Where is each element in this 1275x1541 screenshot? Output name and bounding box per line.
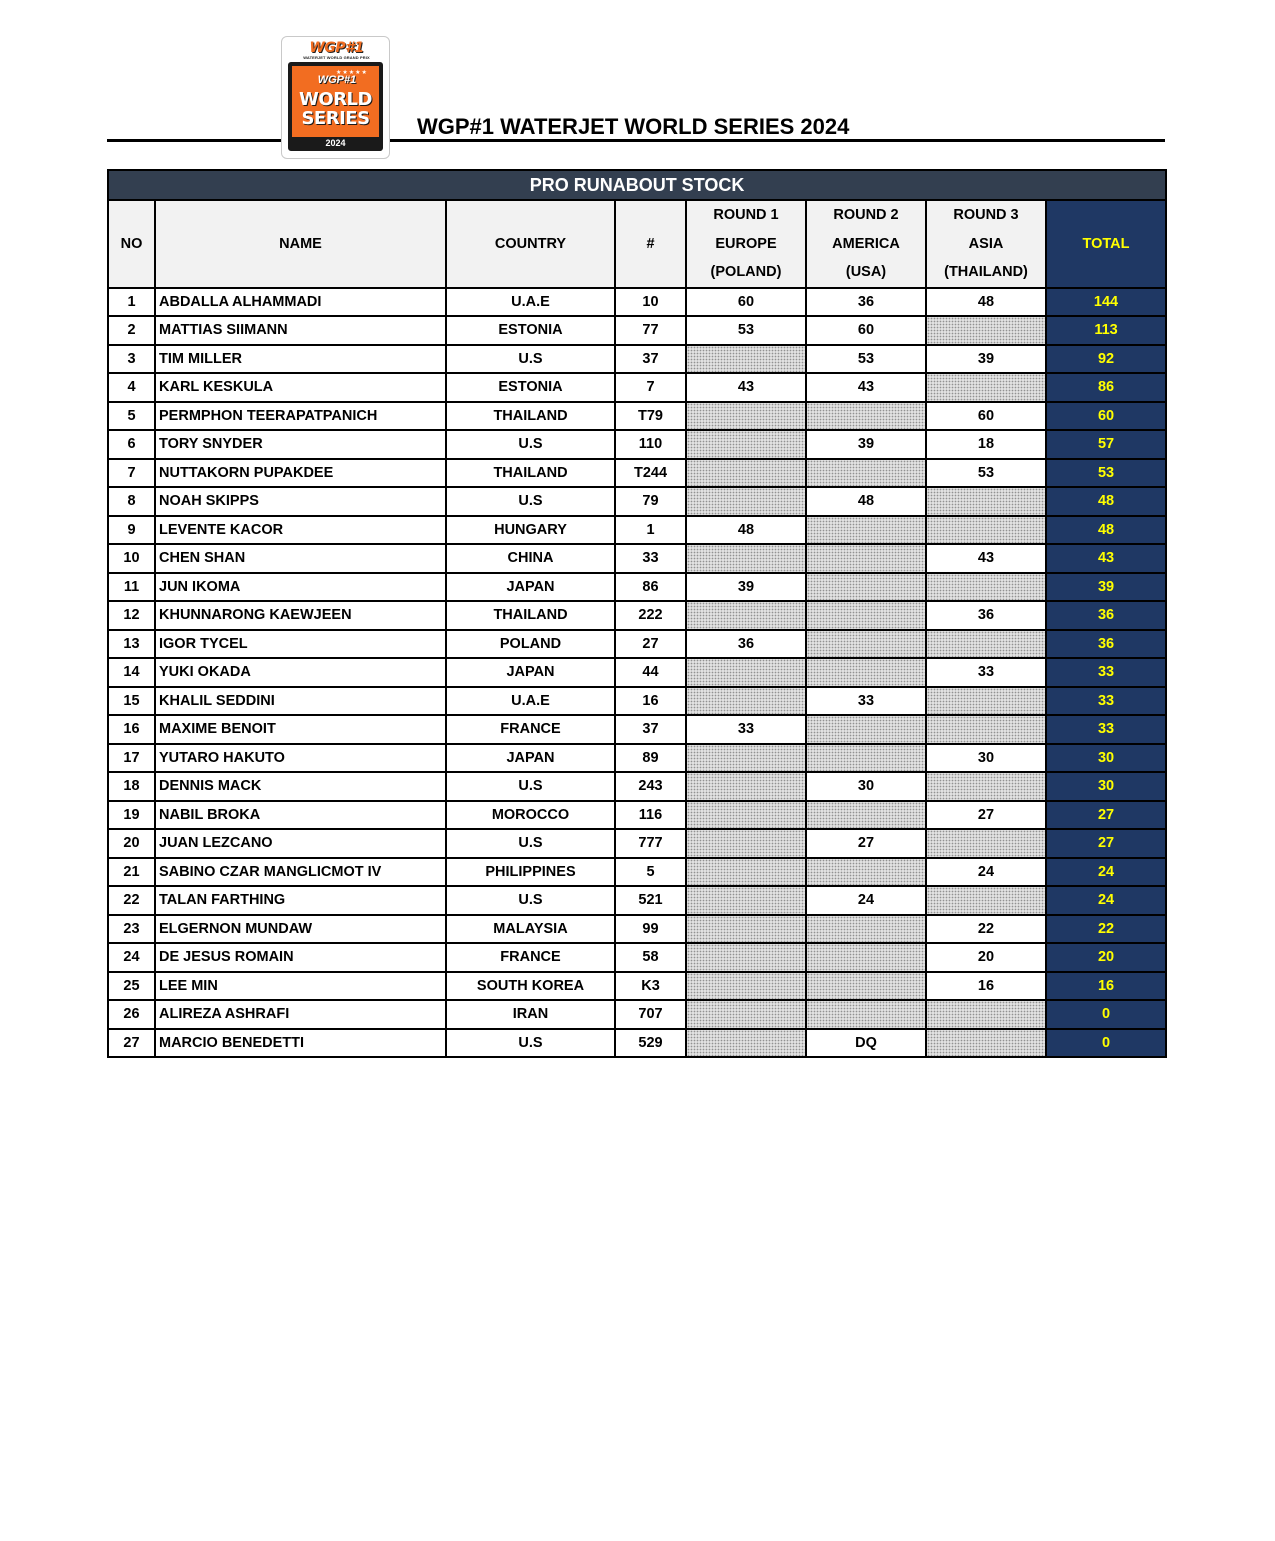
cell-round3: 43 bbox=[926, 544, 1046, 573]
cell-total: 48 bbox=[1046, 516, 1166, 545]
cell-number: 529 bbox=[615, 1029, 686, 1058]
cell-round1 bbox=[686, 402, 806, 431]
cell-total: 48 bbox=[1046, 487, 1166, 516]
cell-name: YUKI OKADA bbox=[155, 658, 446, 687]
cell-round2: 33 bbox=[806, 687, 926, 716]
cell-name: NUTTAKORN PUPAKDEE bbox=[155, 459, 446, 488]
cell-total: 33 bbox=[1046, 658, 1166, 687]
cell-name: LEE MIN bbox=[155, 972, 446, 1001]
cell-round1 bbox=[686, 772, 806, 801]
cell-country: POLAND bbox=[446, 630, 615, 659]
cell-round3 bbox=[926, 1029, 1046, 1058]
cell-total: 33 bbox=[1046, 687, 1166, 716]
table-row bbox=[108, 858, 1166, 887]
cell-total: 30 bbox=[1046, 744, 1166, 773]
cell-country: CHINA bbox=[446, 544, 615, 573]
cell-no: 12 bbox=[108, 601, 155, 630]
cell-round2 bbox=[806, 943, 926, 972]
cell-round3 bbox=[926, 829, 1046, 858]
cell-round3 bbox=[926, 316, 1046, 345]
cell-name: DE JESUS ROMAIN bbox=[155, 943, 446, 972]
cell-round3: 27 bbox=[926, 801, 1046, 830]
cell-round3: 36 bbox=[926, 601, 1046, 630]
cell-round1: 43 bbox=[686, 373, 806, 402]
table-row bbox=[108, 430, 1166, 459]
cell-number: 37 bbox=[615, 345, 686, 374]
cell-round1 bbox=[686, 829, 806, 858]
cell-total: 36 bbox=[1046, 601, 1166, 630]
cell-number: 116 bbox=[615, 801, 686, 830]
cell-no: 9 bbox=[108, 516, 155, 545]
cell-country: U.S bbox=[446, 829, 615, 858]
cell-total: 0 bbox=[1046, 1000, 1166, 1029]
cell-no: 1 bbox=[108, 288, 155, 317]
cell-round2 bbox=[806, 658, 926, 687]
cell-round1 bbox=[686, 1029, 806, 1058]
cell-round1 bbox=[686, 430, 806, 459]
cell-name: KARL KESKULA bbox=[155, 373, 446, 402]
cell-round3: 30 bbox=[926, 744, 1046, 773]
cell-total: 0 bbox=[1046, 1029, 1166, 1058]
cell-country: MOROCCO bbox=[446, 801, 615, 830]
cell-round2: DQ bbox=[806, 1029, 926, 1058]
logo-line-1: WORLD bbox=[299, 89, 372, 110]
cell-round2 bbox=[806, 801, 926, 830]
cell-name: JUAN LEZCANO bbox=[155, 829, 446, 858]
cell-round2 bbox=[806, 1000, 926, 1029]
cell-no: 25 bbox=[108, 972, 155, 1001]
cell-country: JAPAN bbox=[446, 573, 615, 602]
logo-badge-brand: WGP#1 bbox=[317, 74, 357, 86]
cell-number: 110 bbox=[615, 430, 686, 459]
cell-number: 1 bbox=[615, 516, 686, 545]
round2-label: ROUND 2 bbox=[833, 207, 899, 223]
cell-round2: 30 bbox=[806, 772, 926, 801]
table-row bbox=[108, 886, 1166, 915]
cell-no: 6 bbox=[108, 430, 155, 459]
cell-name: LEVENTE KACOR bbox=[155, 516, 446, 545]
cell-round3: 18 bbox=[926, 430, 1046, 459]
logo-badge bbox=[288, 62, 383, 151]
cell-total: 113 bbox=[1046, 316, 1166, 345]
cell-total: 20 bbox=[1046, 943, 1166, 972]
table-row bbox=[108, 715, 1166, 744]
cell-round1 bbox=[686, 744, 806, 773]
cell-round3 bbox=[926, 373, 1046, 402]
cell-number: 89 bbox=[615, 744, 686, 773]
cell-name: SABINO CZAR MANGLICMOT IV bbox=[155, 858, 446, 887]
table-row bbox=[108, 801, 1166, 830]
cell-name: MATTIAS SIIMANN bbox=[155, 316, 446, 345]
cell-round1 bbox=[686, 544, 806, 573]
cell-round3: 39 bbox=[926, 345, 1046, 374]
cell-round2: 36 bbox=[806, 288, 926, 317]
cell-country: SOUTH KOREA bbox=[446, 972, 615, 1001]
cell-number: T79 bbox=[615, 402, 686, 431]
cell-round3 bbox=[926, 715, 1046, 744]
table-row bbox=[108, 687, 1166, 716]
cell-no: 23 bbox=[108, 915, 155, 944]
round1-label: ROUND 1 bbox=[713, 207, 779, 223]
cell-country: U.S bbox=[446, 772, 615, 801]
round3-label: ROUND 3 bbox=[953, 207, 1019, 223]
cell-name: TALAN FARTHING bbox=[155, 886, 446, 915]
logo-stars-icon: ★★★★★ bbox=[336, 70, 368, 76]
cell-name: YUTARO HAKUTO bbox=[155, 744, 446, 773]
table-row bbox=[108, 829, 1166, 858]
cell-total: 57 bbox=[1046, 430, 1166, 459]
cell-total: 33 bbox=[1046, 715, 1166, 744]
cell-name: JUN IKOMA bbox=[155, 573, 446, 602]
cell-number: 222 bbox=[615, 601, 686, 630]
cell-round3: 53 bbox=[926, 459, 1046, 488]
cell-total: 60 bbox=[1046, 402, 1166, 431]
col-header-round2 bbox=[806, 200, 926, 288]
col-header-no: NO bbox=[108, 200, 155, 288]
cell-round3 bbox=[926, 630, 1046, 659]
cell-number: 37 bbox=[615, 715, 686, 744]
cell-country: FRANCE bbox=[446, 715, 615, 744]
table-row bbox=[108, 459, 1166, 488]
table-row bbox=[108, 658, 1166, 687]
cell-round2: 48 bbox=[806, 487, 926, 516]
cell-round2 bbox=[806, 715, 926, 744]
cell-no: 3 bbox=[108, 345, 155, 374]
table-row bbox=[108, 544, 1166, 573]
cell-no: 27 bbox=[108, 1029, 155, 1058]
round3-country: (THAILAND) bbox=[944, 264, 1028, 280]
col-header-round1 bbox=[686, 200, 806, 288]
cell-round1 bbox=[686, 1000, 806, 1029]
cell-no: 19 bbox=[108, 801, 155, 830]
cell-number: 44 bbox=[615, 658, 686, 687]
cell-round1 bbox=[686, 345, 806, 374]
cell-number: 99 bbox=[615, 915, 686, 944]
cell-total: 86 bbox=[1046, 373, 1166, 402]
cell-no: 21 bbox=[108, 858, 155, 887]
cell-round1 bbox=[686, 459, 806, 488]
cell-round1 bbox=[686, 943, 806, 972]
cell-no: 8 bbox=[108, 487, 155, 516]
round3-region: ASIA bbox=[968, 235, 1004, 252]
cell-total: 43 bbox=[1046, 544, 1166, 573]
cell-total: 16 bbox=[1046, 972, 1166, 1001]
cell-name: TORY SNYDER bbox=[155, 430, 446, 459]
cell-name: ALIREZA ASHRAFI bbox=[155, 1000, 446, 1029]
cell-country: IRAN bbox=[446, 1000, 615, 1029]
cell-number: 58 bbox=[615, 943, 686, 972]
round2-region: AMERICA bbox=[832, 235, 900, 252]
col-header-name: NAME bbox=[155, 200, 446, 288]
cell-round1: 39 bbox=[686, 573, 806, 602]
cell-round3 bbox=[926, 487, 1046, 516]
table-row bbox=[108, 288, 1166, 317]
cell-no: 5 bbox=[108, 402, 155, 431]
logo-badge-inner bbox=[292, 66, 379, 137]
cell-no: 18 bbox=[108, 772, 155, 801]
cell-country: HUNGARY bbox=[446, 516, 615, 545]
cell-round2 bbox=[806, 459, 926, 488]
results-body bbox=[108, 288, 1166, 1058]
cell-round1: 33 bbox=[686, 715, 806, 744]
cell-country: THAILAND bbox=[446, 601, 615, 630]
cell-country: FRANCE bbox=[446, 943, 615, 972]
cell-country: U.S bbox=[446, 1029, 615, 1058]
cell-total: 30 bbox=[1046, 772, 1166, 801]
cell-number: 16 bbox=[615, 687, 686, 716]
cell-round3 bbox=[926, 687, 1046, 716]
cell-round2 bbox=[806, 915, 926, 944]
cell-no: 26 bbox=[108, 1000, 155, 1029]
table-row bbox=[108, 601, 1166, 630]
cell-round3: 48 bbox=[926, 288, 1046, 317]
table-row bbox=[108, 402, 1166, 431]
cell-name: ELGERNON MUNDAW bbox=[155, 915, 446, 944]
cell-name: DENNIS MACK bbox=[155, 772, 446, 801]
logo-wordmark bbox=[292, 90, 379, 128]
cell-name: TIM MILLER bbox=[155, 345, 446, 374]
cell-round2 bbox=[806, 630, 926, 659]
table-row bbox=[108, 573, 1166, 602]
cell-country: MALAYSIA bbox=[446, 915, 615, 944]
cell-total: 24 bbox=[1046, 858, 1166, 887]
cell-number: 27 bbox=[615, 630, 686, 659]
col-header-total: TOTAL bbox=[1046, 200, 1166, 288]
cell-no: 4 bbox=[108, 373, 155, 402]
cell-round3 bbox=[926, 1000, 1046, 1029]
cell-no: 11 bbox=[108, 573, 155, 602]
cell-country: U.A.E bbox=[446, 288, 615, 317]
cell-no: 14 bbox=[108, 658, 155, 687]
cell-no: 13 bbox=[108, 630, 155, 659]
cell-total: 39 bbox=[1046, 573, 1166, 602]
cell-no: 15 bbox=[108, 687, 155, 716]
table-row bbox=[108, 316, 1166, 345]
cell-country: JAPAN bbox=[446, 744, 615, 773]
round1-region: EUROPE bbox=[715, 235, 777, 252]
cell-total: 24 bbox=[1046, 886, 1166, 915]
cell-country: PHILIPPINES bbox=[446, 858, 615, 887]
cell-country: U.S bbox=[446, 886, 615, 915]
cell-number: 7 bbox=[615, 373, 686, 402]
cell-round3: 16 bbox=[926, 972, 1046, 1001]
cell-number: 5 bbox=[615, 858, 686, 887]
cell-number: 777 bbox=[615, 829, 686, 858]
cell-total: 53 bbox=[1046, 459, 1166, 488]
round2-country: (USA) bbox=[845, 264, 887, 280]
cell-number: 86 bbox=[615, 573, 686, 602]
cell-round3 bbox=[926, 886, 1046, 915]
cell-round1: 53 bbox=[686, 316, 806, 345]
cell-round2 bbox=[806, 744, 926, 773]
cell-country: U.A.E bbox=[446, 687, 615, 716]
cell-round3: 22 bbox=[926, 915, 1046, 944]
cell-name: PERMPHON TEERAPATPANICH bbox=[155, 402, 446, 431]
cell-round1 bbox=[686, 687, 806, 716]
cell-round3: 20 bbox=[926, 943, 1046, 972]
cell-round1 bbox=[686, 915, 806, 944]
table-row bbox=[108, 972, 1166, 1001]
table-row bbox=[108, 487, 1166, 516]
category-title: PRO RUNABOUT STOCK bbox=[108, 170, 1166, 200]
cell-total: 36 bbox=[1046, 630, 1166, 659]
results-table bbox=[107, 169, 1167, 1058]
cell-round3: 24 bbox=[926, 858, 1046, 887]
cell-round3: 60 bbox=[926, 402, 1046, 431]
cell-round2: 60 bbox=[806, 316, 926, 345]
logo-brand: WGP#1 bbox=[309, 40, 364, 56]
cell-country: U.S bbox=[446, 430, 615, 459]
cell-round1 bbox=[686, 886, 806, 915]
cell-round2 bbox=[806, 858, 926, 887]
cell-name: KHUNNARONG KAEWJEEN bbox=[155, 601, 446, 630]
cell-round3: 33 bbox=[926, 658, 1046, 687]
cell-round2 bbox=[806, 544, 926, 573]
cell-round2: 24 bbox=[806, 886, 926, 915]
table-row bbox=[108, 915, 1166, 944]
logo-year: 2024 bbox=[325, 138, 346, 148]
cell-number: 33 bbox=[615, 544, 686, 573]
cell-total: 27 bbox=[1046, 829, 1166, 858]
cell-country: THAILAND bbox=[446, 459, 615, 488]
table-row bbox=[108, 772, 1166, 801]
cell-no: 20 bbox=[108, 829, 155, 858]
col-header-country: COUNTRY bbox=[446, 200, 615, 288]
table-row bbox=[108, 744, 1166, 773]
table-row bbox=[108, 345, 1166, 374]
cell-round2 bbox=[806, 601, 926, 630]
cell-round2 bbox=[806, 573, 926, 602]
cell-no: 16 bbox=[108, 715, 155, 744]
cell-name: IGOR TYCEL bbox=[155, 630, 446, 659]
cell-round1 bbox=[686, 487, 806, 516]
cell-round1 bbox=[686, 858, 806, 887]
cell-total: 92 bbox=[1046, 345, 1166, 374]
cell-number: 10 bbox=[615, 288, 686, 317]
table-row bbox=[108, 943, 1166, 972]
cell-total: 144 bbox=[1046, 288, 1166, 317]
cell-name: KHALIL SEDDINI bbox=[155, 687, 446, 716]
cell-number: 77 bbox=[615, 316, 686, 345]
cell-round3 bbox=[926, 573, 1046, 602]
cell-no: 24 bbox=[108, 943, 155, 972]
page-title: WGP#1 WATERJET WORLD SERIES 2024 bbox=[417, 114, 850, 139]
series-logo bbox=[281, 36, 390, 159]
cell-round2: 43 bbox=[806, 373, 926, 402]
table-row bbox=[108, 373, 1166, 402]
cell-round1: 60 bbox=[686, 288, 806, 317]
cell-round2: 53 bbox=[806, 345, 926, 374]
cell-number: 521 bbox=[615, 886, 686, 915]
cell-country: ESTONIA bbox=[446, 373, 615, 402]
cell-name: ABDALLA ALHAMMADI bbox=[155, 288, 446, 317]
cell-total: 22 bbox=[1046, 915, 1166, 944]
cell-round2 bbox=[806, 516, 926, 545]
cell-total: 27 bbox=[1046, 801, 1166, 830]
logo-brand-block bbox=[292, 41, 381, 61]
table-row bbox=[108, 1000, 1166, 1029]
cell-name: CHEN SHAN bbox=[155, 544, 446, 573]
cell-name: NOAH SKIPPS bbox=[155, 487, 446, 516]
table-row bbox=[108, 516, 1166, 545]
cell-round1 bbox=[686, 601, 806, 630]
cell-name: MARCIO BENEDETTI bbox=[155, 1029, 446, 1058]
cell-number: T244 bbox=[615, 459, 686, 488]
cell-country: JAPAN bbox=[446, 658, 615, 687]
cell-no: 2 bbox=[108, 316, 155, 345]
col-header-round3 bbox=[926, 200, 1046, 288]
cell-name: NABIL BROKA bbox=[155, 801, 446, 830]
col-header-number: # bbox=[615, 200, 686, 288]
logo-line-2: SERIES bbox=[301, 108, 370, 129]
cell-round2: 27 bbox=[806, 829, 926, 858]
table-row bbox=[108, 1029, 1166, 1058]
logo-subtitle: WATERJET WORLD GRAND PRIX bbox=[303, 55, 370, 60]
round1-country: (POLAND) bbox=[710, 264, 782, 280]
cell-round2 bbox=[806, 972, 926, 1001]
cell-round3 bbox=[926, 516, 1046, 545]
cell-round1 bbox=[686, 658, 806, 687]
cell-round1: 48 bbox=[686, 516, 806, 545]
cell-country: U.S bbox=[446, 345, 615, 374]
cell-round2 bbox=[806, 402, 926, 431]
cell-round1 bbox=[686, 972, 806, 1001]
cell-round1: 36 bbox=[686, 630, 806, 659]
cell-country: THAILAND bbox=[446, 402, 615, 431]
cell-no: 22 bbox=[108, 886, 155, 915]
cell-no: 10 bbox=[108, 544, 155, 573]
cell-number: K3 bbox=[615, 972, 686, 1001]
cell-number: 707 bbox=[615, 1000, 686, 1029]
cell-name: MAXIME BENOIT bbox=[155, 715, 446, 744]
cell-country: ESTONIA bbox=[446, 316, 615, 345]
cell-no: 7 bbox=[108, 459, 155, 488]
cell-round3 bbox=[926, 772, 1046, 801]
cell-number: 243 bbox=[615, 772, 686, 801]
cell-no: 17 bbox=[108, 744, 155, 773]
cell-country: U.S bbox=[446, 487, 615, 516]
cell-round2: 39 bbox=[806, 430, 926, 459]
table-row bbox=[108, 630, 1166, 659]
cell-number: 79 bbox=[615, 487, 686, 516]
cell-round1 bbox=[686, 801, 806, 830]
